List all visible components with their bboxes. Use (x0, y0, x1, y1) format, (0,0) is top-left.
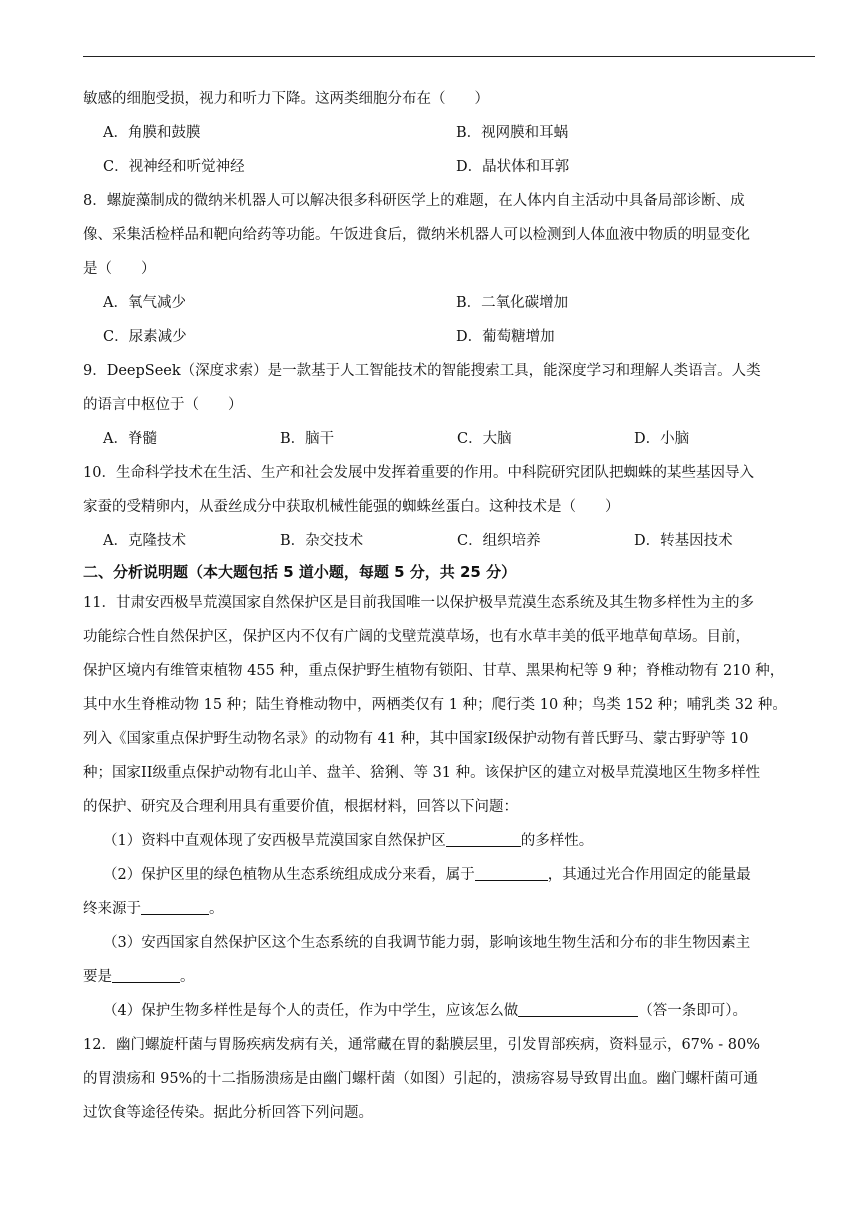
q10-option-b[interactable]: B．杂交技术 (280, 533, 364, 549)
q11-sub4-text-end: （答一条即可）。 (638, 1003, 747, 1019)
q10-stem-line: 10．生命科学技术在生活、生产和社会发展中发挥着重要的作用。中科院研究团队把蜘蛛的某些基因导入 (83, 465, 754, 481)
section-heading: 二、分析说明题（本大题包括 5 道小题，每题 5 分，共 25 分） (83, 563, 517, 581)
q7-option-a[interactable]: A．角膜和鼓膜 (103, 125, 201, 141)
q12-stem-line: 过饮食等途径传染。据此分析回答下列问题。 (83, 1105, 373, 1121)
q8-option-c[interactable]: C．尿素减少 (103, 329, 187, 345)
q11-stem-line: 保护区境内有维管束植物 455 种，重点保护野生植物有锁阳、甘草、黑果枸杞等 9 种；脊椎动物有 210 种， (83, 663, 785, 679)
q11-sub3-cont (83, 960, 817, 994)
q7-stem: 敏感的细胞受损，视力和听力下降。这两类细胞分布在（ ） (83, 91, 489, 107)
q11-sub2 (83, 858, 817, 892)
q11-sub1 (83, 824, 817, 858)
q9-option-a[interactable]: A．脊髓 (103, 431, 157, 447)
q11-sub2-text-cont: 终来源于 (83, 901, 141, 917)
q8-stem-line: 8．螺旋藻制成的微纳米机器人可以解决很多科研医学上的难题，在人体内自主活动中具备局部诊断、成 (83, 193, 745, 209)
q7-options-row1 (83, 116, 817, 150)
q11-sub2-text: （2）保护区里的绿色植物从生态系统组成成分来看，属于 (103, 867, 475, 883)
q11-sub4 (83, 994, 817, 1028)
q11-stem-line: 功能综合性自然保护区，保护区内不仅有广阔的戈壁荒漠草场，也有水草丰美的低平地草甸草场。目前， (83, 629, 750, 645)
q11-sub1-answer-blank[interactable] (446, 830, 521, 847)
q8-options-row2 (83, 320, 817, 354)
q9-stem-line: 的语言中枢位于（ ） (83, 397, 243, 413)
q11-stem-line: 的保护、研究及合理利用具有重要价值，根据材料，回答以下问题： (83, 799, 518, 815)
q9-options (83, 422, 817, 456)
q10-options (83, 524, 817, 558)
q7-option-b[interactable]: B．视网膜和耳蜗 (456, 125, 569, 141)
q11-sub2-text-mid: ，其通过光合作用固定的能量最 (547, 867, 751, 883)
q11-sub2-answer-blank-2[interactable] (141, 898, 209, 915)
q11-sub3-text-cont: 要是 (83, 969, 112, 985)
q10-option-c[interactable]: C．组织培养 (457, 533, 541, 549)
q8-stem-line: 像、采集活检样品和靶向给药等功能。午饭进食后，微纳米机器人可以检测到人体血液中物质的明显变化 (83, 227, 750, 243)
q11-sub2-cont (83, 892, 817, 926)
q9-option-d[interactable]: D．小脑 (634, 431, 690, 447)
q10-stem-line: 家蚕的受精卵内，从蚕丝成分中获取机械性能强的蜘蛛丝蛋白。这种技术是（ ） (83, 499, 620, 515)
q10-option-d[interactable]: D．转基因技术 (634, 533, 733, 549)
q7-options-row2 (83, 150, 817, 184)
q11-sub4-answer-blank[interactable] (518, 1000, 638, 1017)
q9-option-c[interactable]: C．大脑 (457, 431, 512, 447)
q11-sub2-text-end: 。 (209, 901, 224, 917)
header-rule (83, 56, 815, 57)
q8-option-d[interactable]: D．葡萄糖增加 (456, 329, 555, 345)
exam-page (83, 82, 817, 1130)
q7-option-c[interactable]: C．视神经和听觉神经 (103, 159, 245, 175)
q10-option-a[interactable]: A．克隆技术 (103, 533, 186, 549)
q11-sub2-answer-blank[interactable] (475, 864, 548, 881)
q8-options-row1 (83, 286, 817, 320)
q7-option-d[interactable]: D．晶状体和耳郭 (456, 159, 570, 175)
q11-sub3: （3）安西国家自然保护区这个生态系统的自我调节能力弱，影响该地生物生活和分布的非生物因素主 (103, 935, 751, 951)
q9-stem-line: 9．DeepSeek（深度求索）是一款基于人工智能技术的智能搜索工具，能深度学习和理解人类语言。人类 (83, 363, 761, 379)
q11-stem-line: 11．甘肃安西极旱荒漠国家自然保护区是目前我国唯一以保护极旱荒漠生态系统及其生物多样性为主的多 (83, 595, 754, 611)
q8-option-a[interactable]: A．氧气减少 (103, 295, 186, 311)
q11-stem-line: 其中水生脊椎动物 15 种；陆生脊椎动物中，两栖类仅有 1 种；爬行类 10 种；鸟类 152 种；哺乳类 32 种。 (83, 697, 787, 713)
q12-stem-line: 12．幽门螺旋杆菌与胃肠疾病发病有关，通常藏在胃的黏膜层里，引发胃部疾病，资料显示，67% - 80% (83, 1037, 761, 1053)
q11-sub1-text-end: 的多样性。 (520, 833, 594, 849)
q8-stem-line: 是（ ） (83, 261, 156, 277)
q11-sub4-text: （4）保护生物多样性是每个人的责任，作为中学生，应该怎么做 (103, 1003, 519, 1019)
q11-sub3-answer-blank[interactable] (112, 966, 180, 983)
q8-option-b[interactable]: B．二氧化碳增加 (456, 295, 569, 311)
q11-sub1-text: （1）资料中直观体现了安西极旱荒漠国家自然保护区 (103, 833, 446, 849)
q9-option-b[interactable]: B．脑干 (280, 431, 335, 447)
q11-sub3-text-end: 。 (180, 969, 195, 985)
q12-stem-line: 的胃溃疡和 95%的十二指肠溃疡是由幽门螺杆菌（如图）引起的，溃疡容易导致胃出血。幽门螺杆菌可通 (83, 1071, 758, 1087)
q11-stem-line: 列入《国家重点保护野生动物名录》的动物有 41 种，其中国家I级保护动物有普氏野马、蒙古野驴等 10 (83, 731, 749, 747)
q11-stem-line: 种；国家II级重点保护动物有北山羊、盘羊、猞猁、等 31 种。该保护区的建立对极旱荒漠地区生物多样性 (83, 765, 761, 781)
